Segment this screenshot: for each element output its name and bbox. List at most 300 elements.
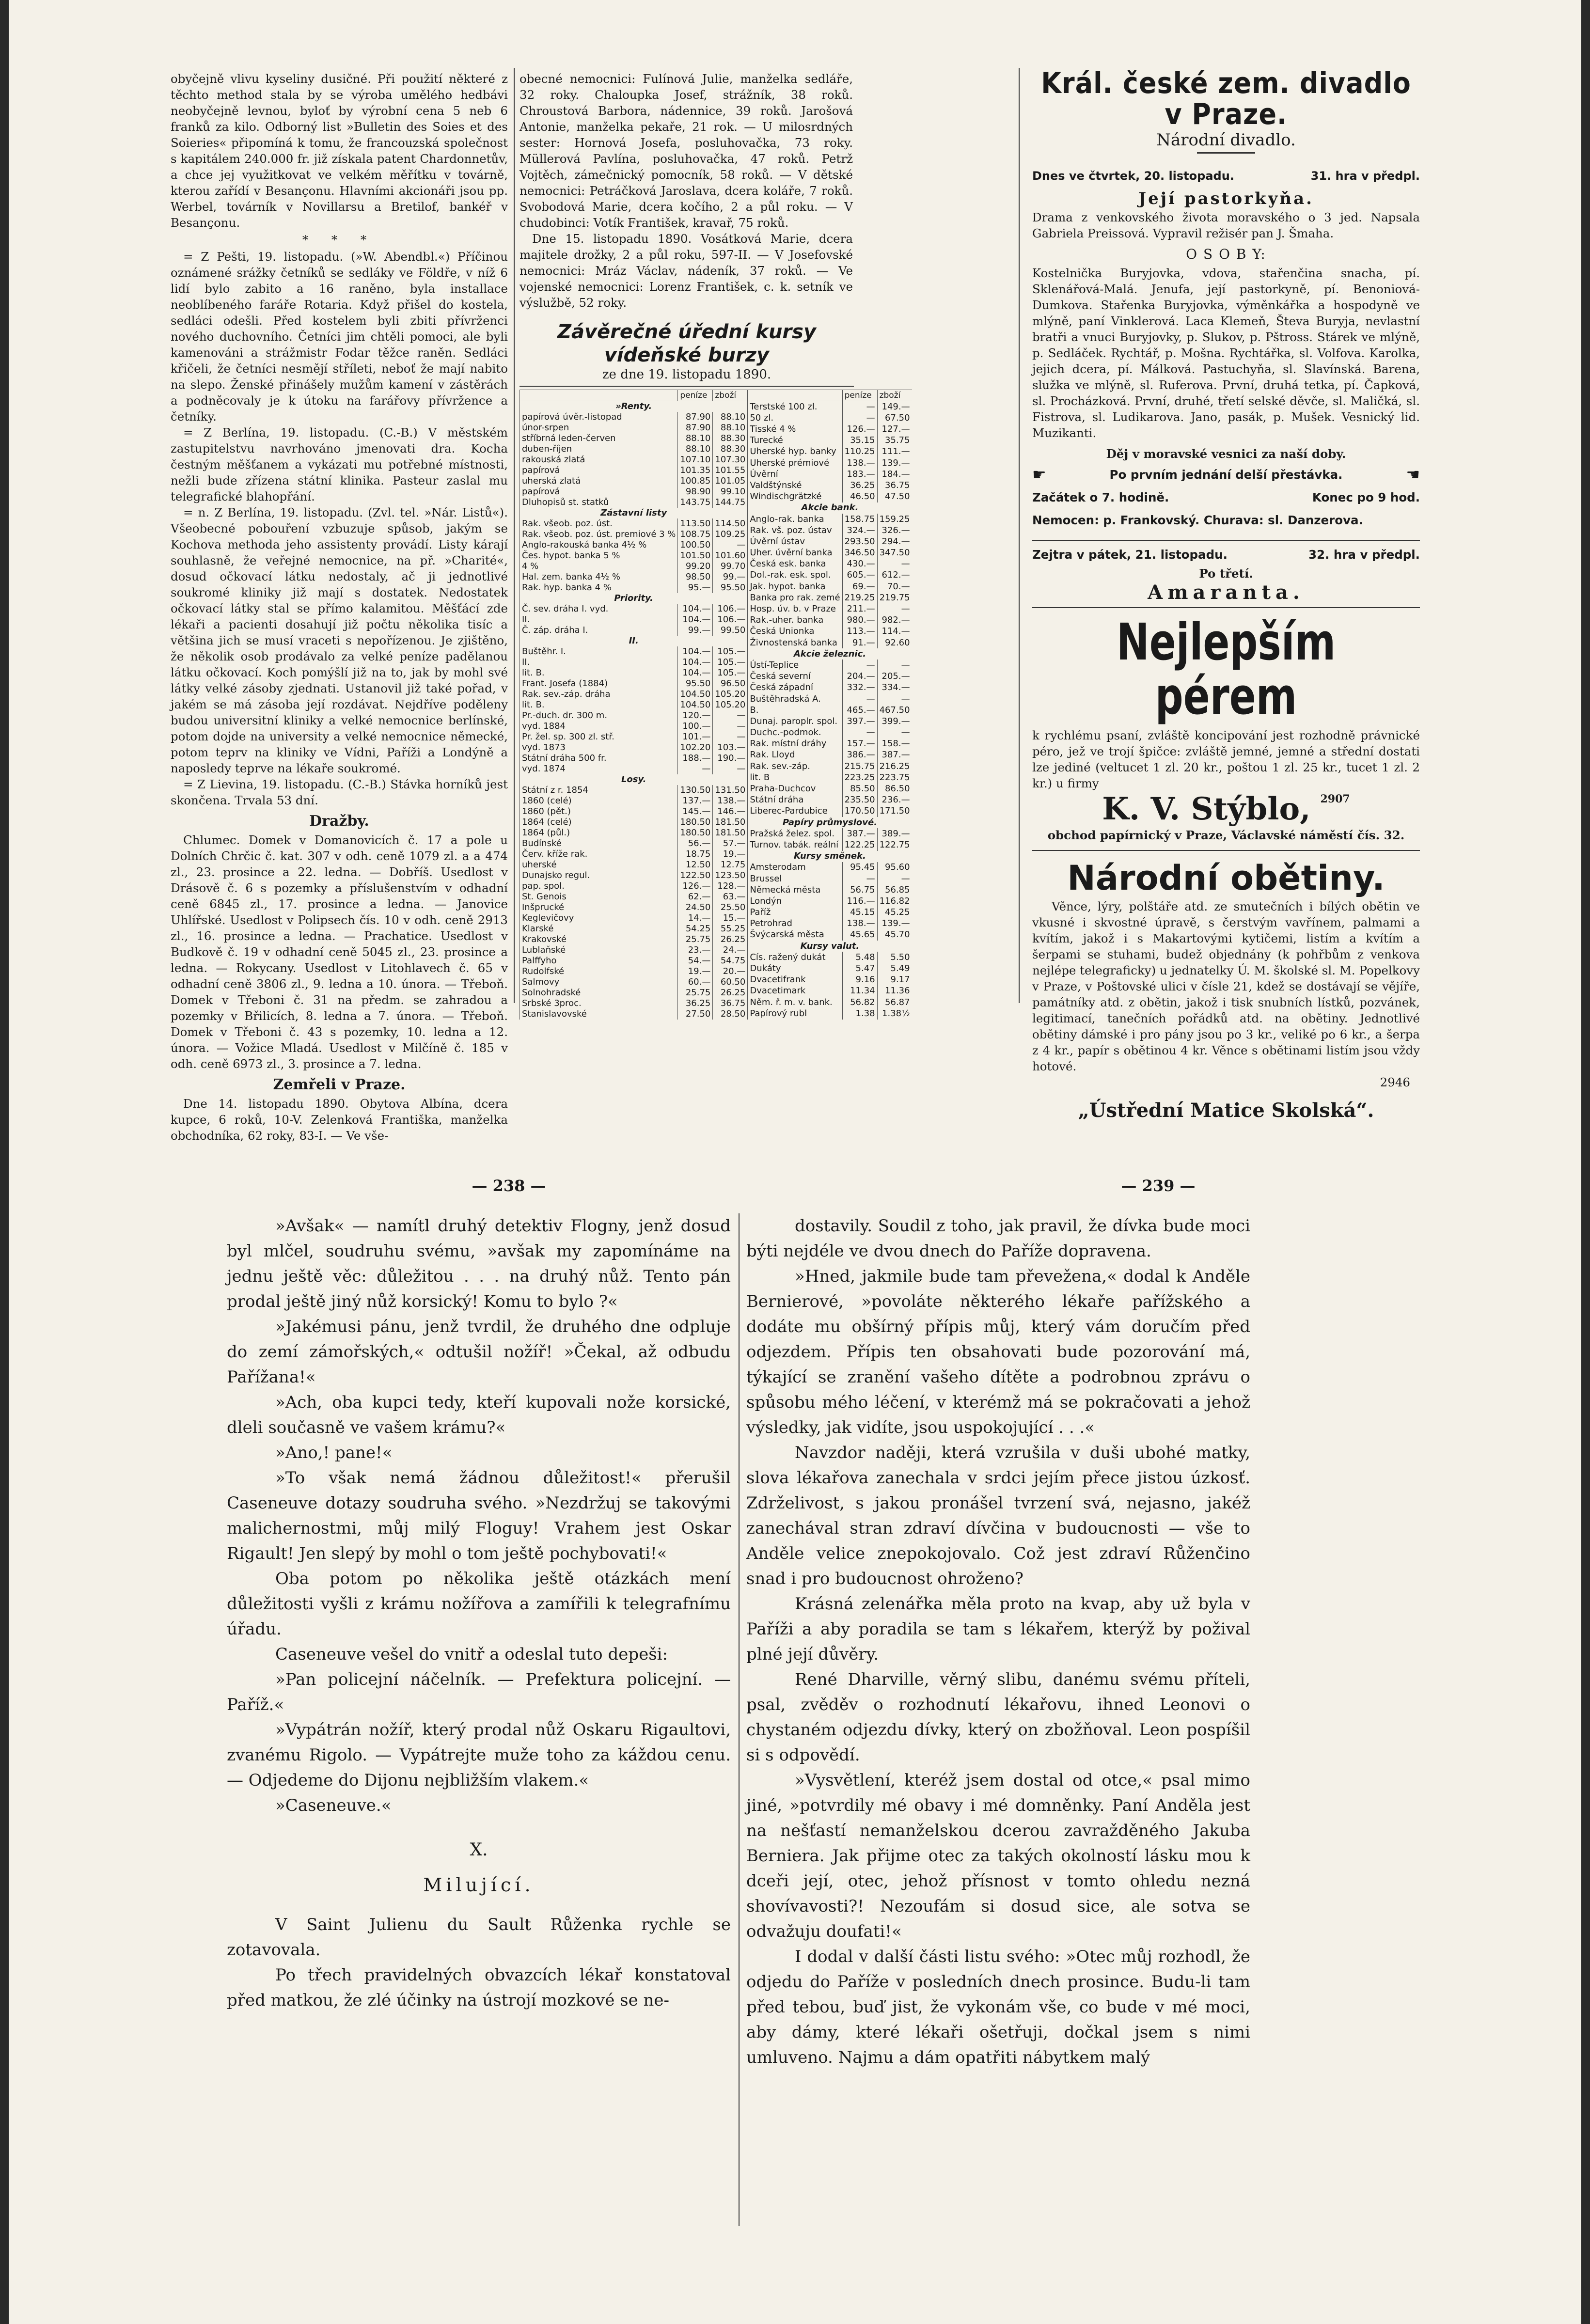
kurs-right-cell-zbozi: 347.50 (877, 547, 912, 558)
kurs-left-cell-penize: 104.— (678, 646, 713, 657)
kurs-left-cell-penize: 126.— (678, 881, 713, 892)
kurs-left-row (520, 582, 748, 593)
ad-rule-1 (1032, 607, 1420, 608)
kurs-right-cell-penize: 332.— (842, 682, 877, 693)
kurs-right-row (748, 952, 912, 963)
kurs-right-cell-name: Amsterodam (748, 862, 842, 873)
ad2-headline: Národní obětiny. (1067, 858, 1385, 898)
kurs-left-cell-penize: 108.75 (678, 529, 713, 540)
kurs-left-cell-zbozi: 146.— (713, 806, 747, 817)
kurs-right-cell-penize: 69.— (842, 581, 877, 592)
column-2 (520, 71, 1014, 1019)
kurs-left-row (520, 487, 748, 497)
kurs-right-cell-zbozi: 387.— (877, 750, 912, 761)
kurs-left-cell-penize: 98.50 (678, 572, 713, 582)
novel-paragraph: dostavily. Soudil z toho, jak pravil, že dívka bude moci býti nejdéle ve dvou dnech do Paříže dopravena. (746, 1216, 1250, 1261)
kurs-left-cell-zbozi: 36.75 (713, 998, 747, 1009)
kurs-left-row (520, 828, 748, 838)
kurs-date: ze dne 19. listopadu 1890. (602, 367, 771, 382)
kurs-left-row (520, 401, 748, 412)
kurs-left-cell-zbozi: 88.10 (713, 423, 747, 433)
kurs-right-cell-zbozi: 92.60 (877, 637, 912, 648)
kurs-right-row (748, 986, 912, 997)
novel-paragraph: Navzdor naději, která vzrušila v duši ubohé matky, slova lékařova zanechala v srdci jejím přece jistou úzkosť. Zdrželivost, s jakou pronášel tvrzení svá, nejasno, jakéž zanechával stran zdraví dívčina v budoucnosti — vše to Anděle velice znepokojovalo. Což jest zdraví Růženčino snad i pro budoucnost ohroženo? (746, 1443, 1250, 1588)
kurs-left-row (520, 444, 748, 455)
kurs-right-cell-penize: 293.50 (842, 536, 877, 547)
kurs-left-row (520, 508, 748, 518)
kurs-left-hdr-penize: peníze (678, 390, 713, 401)
kurs-left-cell-penize: 56.— (678, 838, 713, 849)
kurs-right-cell-name: Česká esk. banka (748, 559, 842, 570)
kurs-left-row (520, 924, 748, 934)
kurs-right-cell-penize: 157.— (842, 738, 877, 750)
kurs-right-body (748, 401, 912, 1020)
kurs-right-cell-zbozi: 399.— (877, 716, 912, 727)
kurs-right-row (748, 435, 912, 446)
kurs-left-cell-zbozi: 101.05 (713, 476, 747, 487)
kurs-right-cell-penize: — (842, 401, 877, 413)
kurs-left-cell-penize: 95.50 (678, 678, 713, 689)
kurs-right-cell-zbozi: — (877, 559, 912, 570)
kurs-right-cell-name: B. (748, 705, 842, 716)
kurs-right-cell-penize: 126.— (842, 424, 877, 435)
kurs-left-cell-name: Anglo-rakouská banka 4½ % (520, 540, 678, 550)
kurs-right-row (748, 615, 912, 626)
kurs-right-cell-name: Rak. vš. poz. ústav (748, 525, 842, 536)
kurs-left-cell-zbozi: 105.— (713, 646, 747, 657)
kurs-left-cell-name: II. (520, 614, 678, 625)
kurs-left-row (520, 892, 748, 902)
kurs-left-cell-zbozi: 60.50 (713, 977, 747, 988)
kurs-right-hdr-penize: peníze (842, 390, 877, 401)
kurs-left-cell-zbozi: 105.— (713, 657, 747, 668)
kurs-right-cell-zbozi: 70.— (877, 581, 912, 592)
kurs-right-row (748, 446, 912, 457)
kurs-right-cell-name: Turnov. tabák. reální (748, 839, 842, 850)
kurs-right-cell-name: Dvacetimark (748, 986, 842, 997)
kurs-left-cell-name: rakouská zlatá (520, 455, 678, 465)
kurs-left-cell-zbozi: 105.— (713, 668, 747, 678)
zemreli-heading: Zemřeli v Praze. (273, 1076, 406, 1093)
kurs-left-cell-name: Lublaňské (520, 945, 678, 956)
kurs-left-cell-penize: 24.50 (678, 902, 713, 913)
kurs-right-cell-zbozi: — (877, 603, 912, 614)
kurs-left-cell-name: vyd. 1874 (520, 764, 678, 774)
kurs-right-cell-zbozi: 159.25 (877, 514, 912, 525)
kurs-right-cell-name: Česká Unionka (748, 626, 842, 637)
kurs-left-cell-name: II. (520, 657, 678, 668)
kurs-right-cell-name: Pražská želez. spol. (748, 828, 842, 839)
kurs-right-cell-penize: 85.50 (842, 783, 877, 794)
day2-hra: 32. hra v předpl. (1308, 548, 1420, 562)
kurs-left-cell-zbozi: 88.30 (713, 444, 747, 455)
kurs-left-cell-penize: 95.— (678, 582, 713, 593)
kurs-left-cell-name: vyd. 1873 (520, 742, 678, 753)
kurs-left-cell-zbozi: 54.75 (713, 956, 747, 966)
kurs-right-row (748, 772, 912, 783)
kurs-right-cell-name: 50 zl. (748, 412, 842, 424)
kurs-right-cell-zbozi: 389.— (877, 828, 912, 839)
kurs-left-cell-zbozi: 96.50 (713, 678, 747, 689)
kurs-right-cell-zbozi: 223.75 (877, 772, 912, 783)
kurs-left-row (520, 593, 748, 604)
kurs-left-row (520, 870, 748, 881)
kurs-right-row (748, 1008, 912, 1020)
kurs-right-cell-penize: 204.— (842, 671, 877, 682)
kurs-right-cell-zbozi: 326.— (877, 525, 912, 536)
kurs-left-cell-penize: 107.10 (678, 455, 713, 465)
kurs-left-cell-name: Rak. všeob. poz. úst. (520, 518, 678, 529)
intro-text: obyčejně vlivu kyseliny dusičné. Při použití některé z těchto method stala by se výroba umělého hedbávi neobyčejně levnou, byloť by výrobní cena 5 neb 6 franků za kilo. Odborný list »Bulletin des Soies et des Soieries« připomíná k tomu, že francouzská společnost s kapitálem 240.000 fr. již získala patent Chardonnetův, a chce jej využitkovat ve velkém měřítku v továrně, kterou zařídí v Besançonu. Hlavními akcionáři jsou pp. Werbel, továrník v Novillarsu a Bretilof, bankéř v Besançonu. (171, 72, 508, 230)
kurs-right-cell-name: Ústí-Teplice (748, 660, 842, 671)
kurs-left-cell-name: únor-srpen (520, 423, 678, 433)
drazby-text: Chlumec. Domek v Domanovicích č. 17 a pole u Dolních Chrčic č. kat. 307 v odh. ceně 1079 zl. a a 474 zl., 23. prosince a 22. ledna. — Dobříš. Usedlost v Drásově č. 6 s pozemky a příslušenstvím v odhadní ceně 6845 zl., 17. prosince a ledna. — Janovice Uhlířské. Usedlost v Polipsech čís. 10 v odh. ceně 2913 zl., 16. prosince a ledna. — Prachatice. Usedlost v Budkově č. 19 v odhadní ceně 5045 zl., 23. prosince a ledna. — Rokycany. Usedlost v Litohlavech č. 65 v odhadní ceně 3806 zl., 9. ledna a 10. února. — Třeboň. Domek v Třeboni č. 31 na předm. se zahradou a pozemky v Břilicích, 8. ledna a 7. února. — Třeboň. Domek v Třeboni č. 43 s pozemky, 10. ledna a 12. února. — Vožice Mladá. Usedlost v Milčíně č. 185 v odh. ceně 6973 zl., 3. prosince a 7. ledna. (171, 833, 508, 1071)
kurs-left-cell-name: Pr. žel. sp. 300 zl. stř. (520, 732, 678, 742)
kurs-left-cell-name: vyd. 1884 (520, 721, 678, 732)
novel-paragraph: Krásná zelenářka měla proto na kvap, aby už byla v Paříži a aby poradila se tam s lékařem, kterýž by požival plné její důvěry. (746, 1594, 1250, 1664)
kurs-right-cell-zbozi: 216.25 (877, 761, 912, 772)
column-1 (171, 71, 508, 1143)
kurs-left-cell-name: Rak. hyp. banka 4 % (520, 582, 678, 593)
kurs-left-row (520, 998, 748, 1009)
column-divider-1 (514, 68, 515, 1003)
kurs-right-cell-zbozi: 149.— (877, 401, 912, 413)
kurs-left-cell-zbozi: — (713, 721, 747, 732)
kurs-left-cell-penize: 137.— (678, 796, 713, 806)
mid-rule (1032, 540, 1420, 541)
kurs-left-row (520, 518, 748, 529)
kurs-left-cell-zbozi: 63.— (713, 892, 747, 902)
kurs-right-cell-penize: 219.25 (842, 592, 877, 603)
kurs-right-cell-zbozi: 95.60 (877, 862, 912, 873)
ad2-text: Věnce, lýry, polštáře atd. ze smutečních i bílých obětin ve vkusné i skvostné úpravě, s čerstvým vavřínem, palmami a kvítím, jakož i s Makartovými kytičemi, listím a kvítím a šerpami se stuhami, budež objednány (k pohřbům z venkova nejlépe telegraficky) u jednatelky Ú. M. školské sl. M. Popelkovy v Praze, v Poštovské ulici v čísle 21, kdež se dostávají se vějíře, památníky atd. z obětin, jakož i tisk snubních lístků, pozvánek, legitimací, tanečních pořádků atd. na obětiny. Jednotlivé obětiny dámské i pro pány jsou po 3 kr., veliké po 6 kr., a šerpa z 4 kr., papír s obětinou 4 kr. Věnce s obětinami listím jsou vždy hotové. (1032, 899, 1420, 1073)
kurs-right-cell-name: Akcie bank. (748, 502, 912, 514)
day1-row (1032, 168, 1420, 184)
kurs-left-cell-zbozi: 57.— (713, 838, 747, 849)
kurs-left-cell-penize: 99.20 (678, 561, 713, 572)
kurs-right-row (748, 817, 912, 828)
kurs-left-cell-zbozi: 138.— (713, 796, 747, 806)
kurs-left-row (520, 657, 748, 668)
chapter-title: Milující. (423, 1874, 535, 1896)
kurs-left-row (520, 838, 748, 849)
kurs-right-cell-zbozi: 219.75 (877, 592, 912, 603)
kurs-left-cell-zbozi: 128.— (713, 881, 747, 892)
kurs-right-cell-name: Petrohrad (748, 918, 842, 929)
kurs-right-cell-penize: 397.— (842, 716, 877, 727)
kurs-right-row (748, 974, 912, 986)
ad2-num: 2946 (1380, 1075, 1410, 1089)
kurs-left-cell-zbozi: — (713, 732, 747, 742)
kurs-left-cell-penize: 88.10 (678, 433, 713, 444)
kurs-left-row (520, 732, 748, 742)
kurs-left-cell-zbozi: 101.60 (713, 550, 747, 561)
kurs-right-cell-penize: — (842, 660, 877, 671)
kurs-left-cell-name: Stanislavovské (520, 1009, 678, 1020)
kurs-left-cell-name: Státní z r. 1854 (520, 785, 678, 796)
kurs-left-cell-name: Inšprucké (520, 902, 678, 913)
kurs-right-cell-penize: 386.— (842, 750, 877, 761)
kurs-left-cell-name: Rak. všeob. poz. úst. premiové 3 % (520, 529, 678, 540)
kurs-left-cell-penize: — (678, 764, 713, 774)
kurs-right-cell-zbozi: — (877, 727, 912, 738)
kurs-left-cell-penize: 98.90 (678, 487, 713, 497)
kurs-title: Závěrečné úřední kursy vídeňské burzy (557, 321, 817, 366)
kurs-left-cell-penize: 25.75 (678, 934, 713, 945)
novel-paragraph: »Ach, oba kupci tedy, kteří kupovali nože korsické, dleli současně ve vašem krámu?« (227, 1393, 731, 1437)
kurs-left-cell-name: Dunajsko regul. (520, 870, 678, 881)
kurs-right-cell-name: Valdštýnské (748, 480, 842, 491)
kurs-right-cell-penize: 430.— (842, 559, 877, 570)
kurs-right-cell-name: Něm. ř. m. v. bank. (748, 997, 842, 1008)
kurs-left-cell-zbozi: 88.10 (713, 412, 747, 423)
kurs-right-cell-zbozi: 184.— (877, 469, 912, 480)
kurs-left-cell-penize: 102.20 (678, 742, 713, 753)
ad1-address: obchod papírnický v Praze, Václavské náměstí čís. 32. (1047, 828, 1405, 842)
day2-date: Zejtra v pátek, 21. listopadu. (1032, 548, 1228, 562)
novel-paragraph: »Ano,! pane!« (275, 1443, 393, 1462)
kurs-left-cell-zbozi: 88.30 (713, 433, 747, 444)
kurs-left-cell-name: 4 % (520, 561, 678, 572)
kurs-right-cell-name: Dukáty (748, 963, 842, 974)
kurs-right-hdr-zbozi: zboží (877, 390, 912, 401)
kurs-left-cell-zbozi: 105.20 (713, 689, 747, 700)
kurs-left-cell-zbozi: 101.55 (713, 465, 747, 476)
kurs-left-cell-penize: 113.50 (678, 518, 713, 529)
kurs-right-row (748, 547, 912, 558)
kurs-left-row (520, 817, 748, 828)
kurs-right-row (748, 660, 912, 671)
kurs-right-row (748, 828, 912, 839)
day1-date: Dnes ve čtvrtek, 20. listopadu. (1032, 169, 1234, 183)
kurs-left-cell-name: lit. B. (520, 700, 678, 710)
page-number-left: — 238 — (472, 1177, 546, 1195)
kurs-left-row (520, 934, 748, 945)
kurs-right-cell-name: Buštěhradská A. (748, 693, 842, 705)
kurs-right-cell-penize: 95.45 (842, 862, 877, 873)
kurs-right-row (748, 997, 912, 1008)
kurs-right-cell-penize: 980.— (842, 615, 877, 626)
kurs-right-cell-penize: 113.— (842, 626, 877, 637)
kurs-right-row (748, 705, 912, 716)
kurs-right-row (748, 570, 912, 581)
kurs-right-row (748, 839, 912, 850)
kurs-right-row (748, 480, 912, 491)
kurs-left-cell-penize: 104.— (678, 604, 713, 614)
kurs-left-cell-zbozi: 99.10 (713, 487, 747, 497)
kurs-right-cell-name: Tisské 4 % (748, 424, 842, 435)
kurs-left-row (520, 529, 748, 540)
kurs-right-row (748, 525, 912, 536)
novel-paragraph: »Vypátrán nožíř, který prodal nůž Oskaru Rigaultovi, zvanému Rigolo. — Vypátrejte muže toho za káždou cenu. — Odjedeme do Dijonu nejbližším vlakem.« (227, 1720, 731, 1790)
kurs-right-row (748, 637, 912, 648)
kurs-left-cell-zbozi: 15.— (713, 913, 747, 924)
kurs-right-row (748, 851, 912, 862)
kurs-right-cell-zbozi: 612.— (877, 570, 912, 581)
novel-paragraph: Po třech pravidelných obvazcích lékař konstatoval před matkou, že zlé účinky na ústrojí mozkové se ne- (227, 1965, 731, 2010)
kurs-left-cell-zbozi: — (713, 764, 747, 774)
kurs-right-cell-penize: 35.15 (842, 435, 877, 446)
kurs-left-cell-zbozi: 114.50 (713, 518, 747, 529)
news-pest: = Z Pešti, 19. listopadu. (»W. Abendbl.«) Příčinou oznámené srážky četníků se sedláky ve Földře, v níž 6 lidí bylo zabito a 16 raněno, byla installace neoblíbeného faráře Rotaria. Když přišel do kostela, sedláci odešli. Před kostelem byli zbiti přívrženci nového duchovního. Četníci jim chtěli pomoci, ale byli kamenováni a strážmistr Fodar těžce raněn. Sedláci křičeli, že četníci nesmějí stříleti, neboť že mají nabito na slepo. Ženské přinášely mužům kamení v zástěrách a podněcovaly je k útoku na farářovy přívržence a četníky. (171, 250, 508, 424)
kurs-left-cell-penize: 104.50 (678, 700, 713, 710)
kurs-left-cell-penize: 143.75 (678, 497, 713, 508)
kurs-right-cell-penize: 223.25 (842, 772, 877, 783)
kurs-right-cell-name: Kursy valut. (748, 941, 912, 952)
kurs-left-cell-name: Pr.-duch. dr. 300 m. (520, 710, 678, 721)
kurs-right-cell-penize: 324.— (842, 525, 877, 536)
kurs-left-cell-name: papírová úvěr.-listopad (520, 412, 678, 423)
kurs-left-cell-name: Červ. kříže rak. (520, 849, 678, 860)
kurs-left-row (520, 561, 748, 572)
kurs-right-row (748, 884, 912, 895)
kurs-left-cell-name: Palffyho (520, 956, 678, 966)
kurs-left-cell-zbozi: 144.75 (713, 497, 747, 508)
kurs-right-cell-penize: 170.50 (842, 806, 877, 817)
kurs-right-cell-name: Kursy směnek. (748, 851, 912, 862)
kurs-left-cell-name: Solnohradské (520, 988, 678, 998)
kurs-left-cell-name: Budínské (520, 838, 678, 849)
kurs-right-cell-zbozi: — (877, 693, 912, 705)
kurs-right-cell-penize: 346.50 (842, 547, 877, 558)
novel-paragraph: »Avšak« — namítl druhý detektiv Flogny, jenž dosud byl mlčel, soudruhu svému, »avšak my zapomínáme na jednu ještě věc: důležitou . . . na druhý nůž. Tento pán prodal ještě jiný nůž korsický! Komu to bylo ?« (227, 1216, 731, 1311)
kurs-right-cell-penize: 235.50 (842, 795, 877, 806)
kurs-left-row (520, 988, 748, 998)
kurs-left-row (520, 636, 748, 646)
kurs-left-cell-zbozi: 99.50 (713, 625, 747, 636)
kurs-left-cell-zbozi: 20.— (713, 966, 747, 977)
kurs-right-cell-zbozi: 47.50 (877, 491, 912, 502)
kurs-right-row (748, 559, 912, 570)
kurs-left-cell-penize: 27.50 (678, 1009, 713, 1020)
kurs-left-cell-penize: 145.— (678, 806, 713, 817)
column-3 (1032, 66, 1420, 1122)
osoby-heading: O S O B Y: (1186, 246, 1266, 262)
kurs-right-row (748, 795, 912, 806)
kurs-left-row (520, 668, 748, 678)
kurs-left-cell-penize: 101.— (678, 732, 713, 742)
kurs-left-cell-penize: 100.50 (678, 540, 713, 550)
kurs-left-row (520, 614, 748, 625)
kurs-left-cell-penize: 100.85 (678, 476, 713, 487)
kurs-left-row (520, 764, 748, 774)
kurs-left-row (520, 977, 748, 988)
kurs-right-cell-penize: — (842, 412, 877, 424)
kurs-left-cell-penize: 99.— (678, 625, 713, 636)
kurs-left-cell-penize: 62.— (678, 892, 713, 902)
kurs-right-cell-penize: — (842, 727, 877, 738)
kurs-left-row (520, 721, 748, 732)
novel-paragraph: »Caseneuve.« (275, 1796, 392, 1815)
kurs-left-row (520, 902, 748, 913)
day2-row (1032, 547, 1420, 563)
kurs-right-cell-name: Anglo-rak. banka (748, 514, 842, 525)
kurs-right-cell-zbozi: 205.— (877, 671, 912, 682)
kurs-left-row (520, 881, 748, 892)
kurs-right-row (748, 626, 912, 637)
kurs-right-row (748, 502, 912, 514)
novel-right-paragraphs (746, 1213, 1250, 2070)
kurs-left-cell-penize: 100.— (678, 721, 713, 732)
kurs-left-row (520, 412, 748, 423)
novel-left-column (227, 1213, 731, 2226)
kurs-left-cell-zbozi: 99.— (713, 572, 747, 582)
kurs-left-cell-name: Státní dráha 500 fr. (520, 753, 678, 764)
news-lievin: = Z Lievina, 19. listopadu. (C.-B.) Stávka horníků jest skončena. Trvala 53 dní. (171, 777, 508, 807)
kurs-right-cell-zbozi: 116.82 (877, 895, 912, 907)
osoby-text: Kostelnička Buryjovka, vdova, stařenčina snacha, pí. Sklenářová-Malá. Jenufa, její pastorkyně, pí. Benoniová-Dumkova. Stařenka Buryjovka, výměnkářka a hospodyně ve mlýně, paní Vinklerová. Laca Klemeň, Števa Buryja, nevlastní bratři a vnuci Buryjovky, p. Slukov, p. Pštross. Stárek ve mlýně, p. Sedláček. Rychtář, p. Mošna. Rychtářka, sl. Volfova. Karolka, jejich dcera, pí. Málková. Pastuchyňa, sl. Slavínská. Barena, služka ve mlýně, sl. Ruferova. První, druhá tetka, pí. Čapková, sl. Procházková. První, druhé, třetí selské děvče, sl. Maličká, sl. Fistrova, sl. Ludikarova. Jano, pasák, p. Mušek. Vesnický lid. Muzikanti. (1032, 266, 1420, 440)
drazby-heading: Dražby. (309, 813, 369, 830)
ad-rule-2 (1032, 850, 1420, 851)
kurs-right-cell-zbozi: 56.87 (877, 997, 912, 1008)
zemreli-text: Dne 14. listopadu 1890. Obytova Albína, dcera kupce, 6 roků, 10-V. Zelenková Františka, manželka obchodníka, 62 roky, 83-I. — Ve vše- (171, 1097, 508, 1143)
kurs-right-cell-penize: 605.— (842, 570, 877, 581)
novel-paragraph: »Pan policejní náčelník. — Prefektura policejní. — Paříž.« (227, 1670, 731, 1714)
novel-paragraph: V Saint Julienu du Sault Růženka rychle se zotavovala. (227, 1915, 731, 1960)
kurs-right-cell-penize: 56.75 (842, 884, 877, 895)
kurs-left-row (520, 689, 748, 700)
theatre-subtitle: Národní divadlo. (1156, 130, 1296, 150)
theatre-title: Král. české zem. divadlo v Praze. (1041, 66, 1411, 131)
kurs-left-cell-zbozi: 181.50 (713, 828, 747, 838)
kurs-left-row (520, 945, 748, 956)
kurs-left-cell-name: uherské (520, 860, 678, 870)
kurs-left-cell-zbozi: 99.70 (713, 561, 747, 572)
ad1-num: 2907 (1320, 793, 1350, 805)
kurs-right-cell-name: Úvěrní (748, 469, 842, 480)
kurs-right-row (748, 469, 912, 480)
kurs-left-row (520, 423, 748, 433)
kurs-right-cell-name: Úvěrní ústav (748, 536, 842, 547)
kurs-left-cell-name: Salmovy (520, 977, 678, 988)
kurs-right-cell-penize: 1.38 (842, 1008, 877, 1020)
kurs-left-row (520, 966, 748, 977)
pointing-hand-left-icon: ☛ (1032, 465, 1046, 484)
kurs-right-row (748, 424, 912, 435)
kurs-left-row (520, 540, 748, 550)
prestavka-text: Po prvním jednání delší přestávka. (1109, 468, 1343, 482)
kurs-right-cell-penize: 183.— (842, 469, 877, 480)
kurs-left-cell-name: papírová (520, 465, 678, 476)
kurs-right-cell-name: Windischgrätzké (748, 491, 842, 502)
novel-paragraph: I dodal v další části listu svého: »Otec můj rozhodl, že odjedu do Paříže v posledních dnech prosince. Budu-li tam před tebou, buď jist, že vykonám vše, co bude v mé moci, aby dámy, které lékaři ošetřuji, dočkal jsem s nimi umluveno. Najmu a dám opatřiti nábytkem malý (746, 1947, 1250, 2067)
kurs-left-row (520, 433, 748, 444)
kurs-right-cell-penize: 5.48 (842, 952, 877, 963)
news-berlin-2: = n. Z Berlína, 19. listopadu. (Zvl. tel. »Nár. Listů«). Všeobecné pobouření vzbuzuje spůsob, jakým se Kochova methoda jeho assistenty provádí. Listy kárají souhlasně, že veřejné nemocnice, na př. »Charité«, dosud očkovací látku nedostaly, ač ji jednotlivé soukromé kliniky již mají s dostatek. Nedostatek očkovací látky stal se přímo kalamitou. Měšťácí zde lékaři a pacienti dosahují již počtu několika tisíc a většina jich se musí vraceti s nepořízenou. Je zjištěno, že několik osob prodávalo za velké peníze padělanou látku očkovací. Koch pomýšlí již na to, jak by mohl své látky velké zásoby zjednati. Ustanovil již také pořad, v jakém se má zásoba její rozdávat. Nejdříve poděleny budou universitní kliniky a velké nemocnice berlínské, potom dojde na university a velké nemocnice německé, potom teprv na kliniky ve Vídni, Paříži a Londýně a naposledy teprve na lékaře soukromé. (171, 505, 508, 775)
kurs-left-cell-name: pap. spol. (520, 881, 678, 892)
kurs-right-cell-name: Praha-Duchcov (748, 783, 842, 794)
kurs-right-cell-penize: 110.25 (842, 446, 877, 457)
pointing-hand-right-icon: ☚ (1406, 465, 1420, 484)
kurs-right-cell-zbozi: 139.— (877, 918, 912, 929)
kurs-left-body (520, 401, 748, 1020)
deaths-continued: obecné nemocnici: Fulínová Julie, manželka sedláře, 32 roky. Chaloupka Josef, strážník, 38 roků. Chroustová Barbora, nádennice, 39 roků. Jarošová Antonie, manželka pekaře, 21 rok. — U milosrdných sester: Hornová Josefa, posluhovačka, 73 roky. Müllerová Pavlína, posluhovačka, 47 roků. Petrž Vojtěch, zámečnický pomocník, 58 roků. — V dětské nemocnici: Petráčková Jaroslava, dcera koláře, 7 roků. Svobodová Marie, dcera kočího, 2 a půl roku. — V chudobinci: Votík František, kravař, 75 roků. (520, 72, 853, 230)
ad1-text: k rychlému psaní, zvláště koncipování jest rozhodně právnické péro, jež ve trojí špičce: zvláště jemné, jemné a střední dostati lze jediné (veltucet 1 zl. 20 kr., poštou 1 zl. 25 kr., tucet 1 zl. 2 kr.) u firmy (1032, 728, 1420, 790)
kurs-right-cell-name: Dunaj. paroplr. spol. (748, 716, 842, 727)
kurs-left-cell-name: Frant. Josefa (1884) (520, 678, 678, 689)
kurs-left-cell-zbozi: 131.50 (713, 785, 747, 796)
kurs-left-cell-name: Srbské 3proc. (520, 998, 678, 1009)
kurs-right-cell-name: Česká severní (748, 671, 842, 682)
kurs-left-cell-name: Losy. (520, 774, 748, 785)
kurs-left-row (520, 913, 748, 924)
novel-right-column (746, 1213, 1250, 2226)
kurs-left-cell-penize: 25.75 (678, 988, 713, 998)
kurs-right-cell-penize: 211.— (842, 603, 877, 614)
kurs-left-cell-zbozi: 105.20 (713, 700, 747, 710)
kurs-left-cell-penize: 12.50 (678, 860, 713, 870)
kurs-right-cell-name: Dol.-rak. esk. spol. (748, 570, 842, 581)
